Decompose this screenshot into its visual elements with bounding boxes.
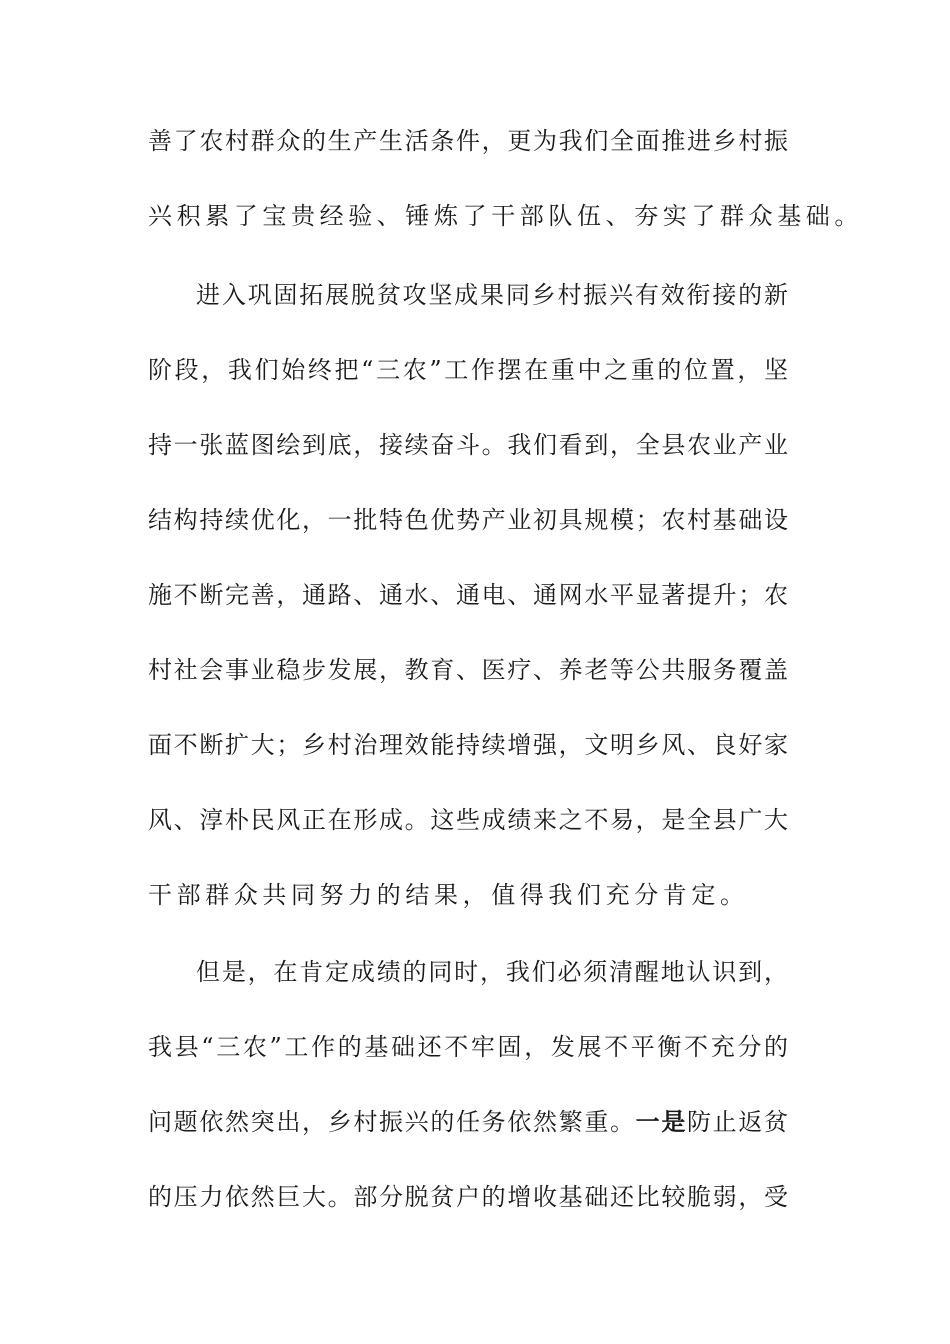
paragraph-3-line-3-rest: 防止返贫 <box>687 1108 789 1136</box>
paragraph-3-line-4: 的压力依然巨大。部分脱贫户的增收基础还比较脆弱，受 <box>148 1183 788 1211</box>
paragraph-2-line-7: 面不断扩大；乡村治理效能持续增强，文明乡风、良好家 <box>148 731 788 759</box>
paragraph-3-line-1: 但是，在肯定成绩的同时，我们必须清醒地认识到， <box>196 958 788 986</box>
paragraph-1-line-1: 善了农村群众的生产生活条件，更为我们全面推进乡村振 <box>148 127 788 155</box>
paragraph-2-line-9: 干部群众共同努力的结果，值得我们充分肯定。 <box>148 881 749 909</box>
paragraph-2-line-5: 施不断完善，通路、通水、通电、通网水平显著提升；农 <box>148 581 788 609</box>
emphasis-first-point: 一是 <box>635 1107 688 1136</box>
paragraph-2-line-1: 进入巩固拓展脱贫攻坚成果同乡村振兴有效衔接的新 <box>196 281 788 309</box>
paragraph-1-line-2: 兴积累了宝贵经验、锤炼了干部队伍、夯实了群众基础。 <box>148 202 863 230</box>
paragraph-2-line-8: 风、淳朴民风正在形成。这些成绩来之不易，是全县广大 <box>148 806 788 834</box>
paragraph-3-line-2: 我县“三农”工作的基础还不牢固，发展不平衡不充分的 <box>148 1033 788 1061</box>
paragraph-2-line-6: 村社会事业稳步发展，教育、医疗、养老等公共服务覆盖 <box>148 656 788 684</box>
paragraph-2-line-3: 持一张蓝图绘到底，接续奋斗。我们看到，全县农业产业 <box>148 431 788 459</box>
paragraph-2-line-2: 阶段，我们始终把“三农”工作摆在重中之重的位置，坚 <box>148 356 788 384</box>
paragraph-3-line-3 <box>148 1107 788 1137</box>
paragraph-3-line-3-text: 问题依然突出，乡村振兴的任务依然繁重。 <box>148 1108 636 1136</box>
paragraph-2-line-4: 结构持续优化，一批特色优势产业初具规模；农村基础设 <box>148 506 788 534</box>
